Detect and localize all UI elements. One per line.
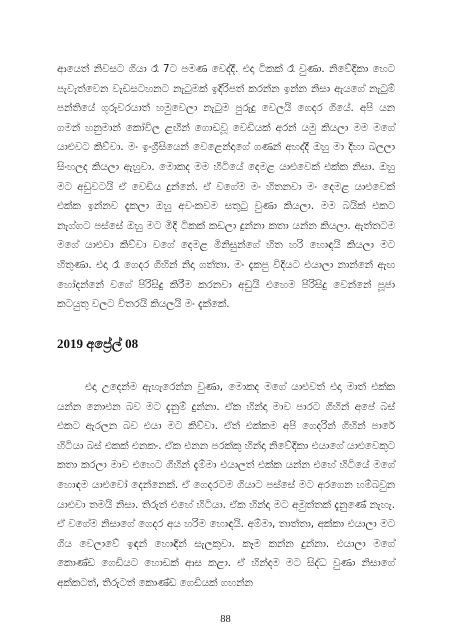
- page-number: 88: [220, 614, 231, 625]
- body-paragraph-1: ආයෙත් නිවසට ගියා රෑ 7ට පමණ වෙද්දී. එදා ටිකක් රෑ වුණා. නිවේදිකා හෙට පැවැත්වෙන වැඩසටහනට නැටුමක් ඉදිරිපත් කරන්න ඉන්න නිසා ඇයගේ නැටුම් පන්තියේ ගුරුවරයාත් හමුවෙලා නැටුම පුරුදු වෙලයි ගෙදර ගියේ. අපි යන ගමන් හනුමාන් කෝවිල ළඟින් ගොඩවූ වෙඩියක් අරන් යමු කියලා මම මගේ යාළුවට කිව්වා. මං ඉංග්‍රීසියෙන් වෙළෙන්දාගේ ගණන් අහද්දී ඔහු මා දිහා බලලා සිංහලද කියලා ඇහුවා. මොකද මම හිටියේ දෙමළ යාළුවෙක් එක්ක නිසා. ඔහු මට අඩුවටයි ඒ වෙඩිය දුන්නේ. ඒ වගේම මං හිතනවා මං දෙමළ යාළුවෙක් එක්ක ඉන්නව දැකලා ඔහු අවංකවම සතුටු වුණා කියලා. මම බයික් එකට නැග්ගට පස්සේ ඔහු මට මිදි ටිකක් කඩලා දුන්නා කතා යන්න කියලා. ඇත්තටම මගේ යාළුවා කිව්වා වගේ දෙමළ මිනිසුන්ගේ හිත හරි හොඳයි කියලා මට හිතුණා. එදා රෑ ගෙදර ගිහින් නිදා ගත්තා. මං දැකපු විදියට එයාලා නාන්නේ ඇඟ හෝදන්නේ වගේ පිරිසිදු කිරීම කරනවා අඩුයි එහෙම පිරිසිදු වෙන්නේ පූජා කටයුතු වලට විතරයි කියලයි මං දැක්කේ.: [57, 63, 395, 311]
- date-heading: 2019 අප්‍රේල් 08: [57, 336, 139, 351]
- body-paragraph-2: එදා උදෙන්ම ඇහැරෙන්න වුණා, මොකද මගේ යාළුවත් එදා මාත් එක්ක යන්න නොඑන බව මට දැනුම් දුන්නා. ඒක හින්දා මාව පාරට ගිහින් අපේ බස් එකට ඇරලන බව එයා මට කිව්වා. ඒත් එක්කම අපි ගෙදරින් ගිහින් පාරේ හිටියා බස් එකක් එනකං. ඒක එනන පරක්කු හින්දා නිවේදිකා එයාගේ යාළුවෙකුට කතා කරලා මාව එහෙට ගිහින් දැම්මා එයාලත් එක්ක යන්න එහේ හිටියේ මගේ හොඳම යාළුවෝ දෙන්නෙක්. ඒ ගෙදරටම ගියාට පස්සේ මට අරගෙන හම්බවුන යාළුවා තමයි නිසා. තිරුත් එහේ හිටියා. ඒක හින්දා මට අමුත්තක් දැනුණේ නැහැ. ඒ වගේම නිසාගේ ගෙදර අය හරිම හොඳයි. අම්මා, තාත්තා, අක්කා එයාලා මට ගිය වෙලාවේ ඉඳන් හොඳින් සැලකුවා. කෑම කන්න දුන්නා. එයාලා මගේ කොණ්ඩ ගෙඩියට හොඩක් ආස කළා. ඒ හින්දම මට සිද්ධ වුණා නිසාගේ අක්කටත්, තිරුටත් කොණ්ඩ ගෙඩියක් ගහන්න: [57, 381, 395, 589]
